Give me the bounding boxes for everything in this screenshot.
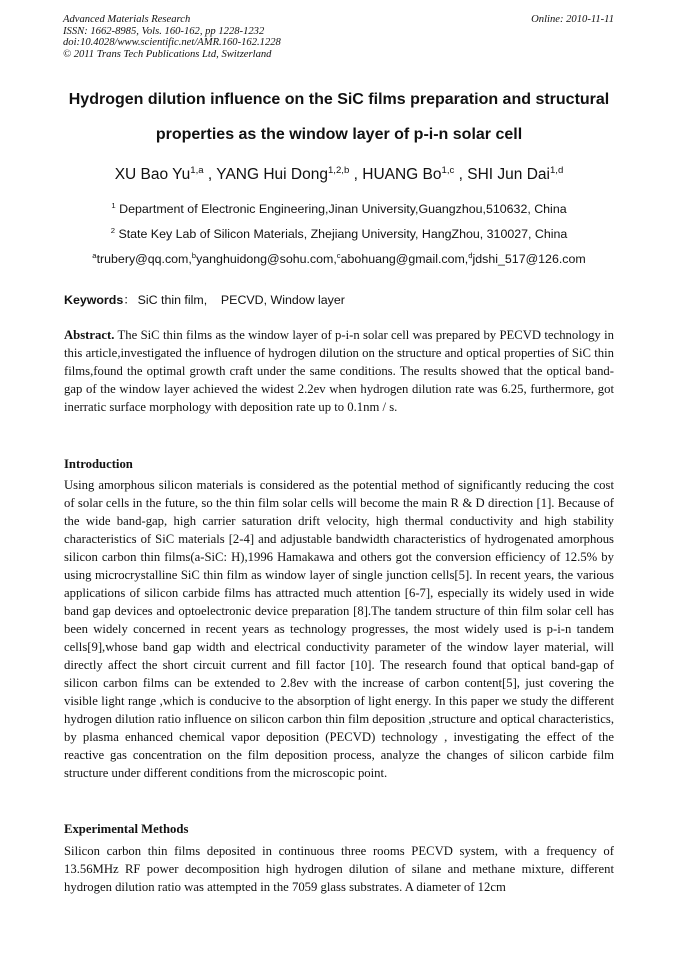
author-separator: , [203,166,213,183]
affiliation-text: State Key Lab of Silicon Materials, Zhejiang University, HangZhou, 310027, China [118,227,568,241]
email-link[interactable]: jdshi_517@126.com [472,252,586,266]
author-separator: , [349,166,358,183]
email-list [0,252,678,266]
email-link[interactable]: abohuang@gmail.com, [340,252,469,266]
affiliation-1 [0,202,678,216]
affiliation-2 [0,227,678,241]
affiliation-text: Department of Electronic Engineering,Jinan University,Guangzhou,510632, China [119,202,567,216]
keywords-text: SiC thin film, PECVD, Window layer [137,293,345,307]
abstract-label: Abstract. [64,328,115,342]
keywords-separator: ： [123,293,136,307]
section-heading-experimental: Experimental Methods [64,822,189,836]
introduction-text: Using amorphous silicon materials is considered as the potential method of significantly reducing the cost of solar cells in the future, so the thin film solar cells will become the main R & D direction [1]. Because of the wide band-gap, high carrier saturation drift velocity, high thermal conductivity and high stability characteristics of SiC materials [2-4] and adjustable bandwidth characteristics of hydrogenated amorphous silicon carbon thin films(a-SiC: H),1996 Hamakawa and others got the conversion efficiency of 12.5% by using microcrystalline SiC thin film as window layer of single junction cells[5]. In recent years, the various applications of silicon carbide films has attracted much attention [6-7], especially its widely used in wide band gap devices and optoelectronic device preparation [8].The tandem structure of thin film solar cell has been widely concerned in recent years as technology progresses, the most widely used is p-i-n tandem cells[9],whose band gap width and electrical conductivity parameter of the window layer material, will directly affect the short circuit current and fill factor [10]. The research found that optical band-gap of silicon carbon films can be extended to 2.8ev with the increase of carbon content[5], just covering the visible light range ,which is conducive to the absorption of light energy. In this paper we study the different hydrogen dilution ratio influence on silicon carbon thin film deposition ,structure and optical characteristics, by plasma enhanced chemical vapor deposition (PECVD) technology , investigating the effect of the reactive gas concentration on the film deposition process, analyze the changes of silicon carbide film structure under different conditions from the microscopic point. [64,478,614,780]
journal-name: Advanced Materials Research [63,14,191,25]
author-list [0,166,678,184]
author-name: XU Bao Yu [114,166,191,183]
author-affiliation-mark: 1,2,b [327,164,350,176]
email-mark: c [336,250,341,260]
email-link[interactable]: yanghuidong@sohu.com, [196,252,337,266]
journal-info [63,14,281,60]
author-name: YANG Hui Dong [216,166,328,183]
affiliation-mark: 2 [110,225,115,235]
copyright-line: © 2011 Trans Tech Publications Ltd, Switzerland [63,48,272,60]
experimental-text: Silicon carbon thin films deposited in continuous three rooms PECVD system, with a frequency of 13.56MHz RF power decomposition high hydrogen dilution of silane and methane mixture, different hydrogen dilution ratio was attempted in the 7059 glass substrates. A diameter of 12cm [64,844,614,894]
doi-line: doi:10.4028/www.scientific.net/AMR.160-162.1228 [63,37,281,49]
abstract-text: The SiC thin films as the window layer of p-i-n solar cell was prepared by PECVD technology in this article,investigated the influence of hydrogen dilution on the structure and optical properties of SiC thin films,found the optimal growth craft under the same conditions. The results showed that the optical band-gap of the window layer achieved the widest 2.2ev when hydrogen dilution rate was 6.25, furthermore, got inerratic surface morphology with deposition rate up to 0.1nm / s. [64,328,614,414]
author-separator: , [454,166,463,183]
section-heading-introduction: Introduction [64,457,133,471]
author-name: SHI Jun Dai [467,166,550,183]
author-name: HUANG Bo [362,166,442,183]
affiliation-mark: 1 [111,200,116,210]
email-mark: b [191,250,197,260]
email-mark: d [468,250,473,260]
paper-title-line-2: properties as the window layer of p-i-n solar cell [155,126,523,143]
abstract [64,326,614,416]
email-link[interactable]: trubery@qq.com, [96,252,192,266]
online-date: Online: 2010-11-11 [531,14,614,25]
paper-title-line-1: Hydrogen dilution influence on the SiC films preparation and structural [68,91,610,108]
author-affiliation-mark: 1,d [549,164,564,176]
issn-line: ISSN: 1662-8985, Vols. 160-162, pp 1228-1232 [63,25,265,37]
keywords-label: Keywords [64,293,124,307]
keywords [64,290,345,308]
email-mark: a [92,250,97,260]
author-affiliation-mark: 1,a [190,164,204,176]
author-affiliation-mark: 1,c [441,164,455,176]
